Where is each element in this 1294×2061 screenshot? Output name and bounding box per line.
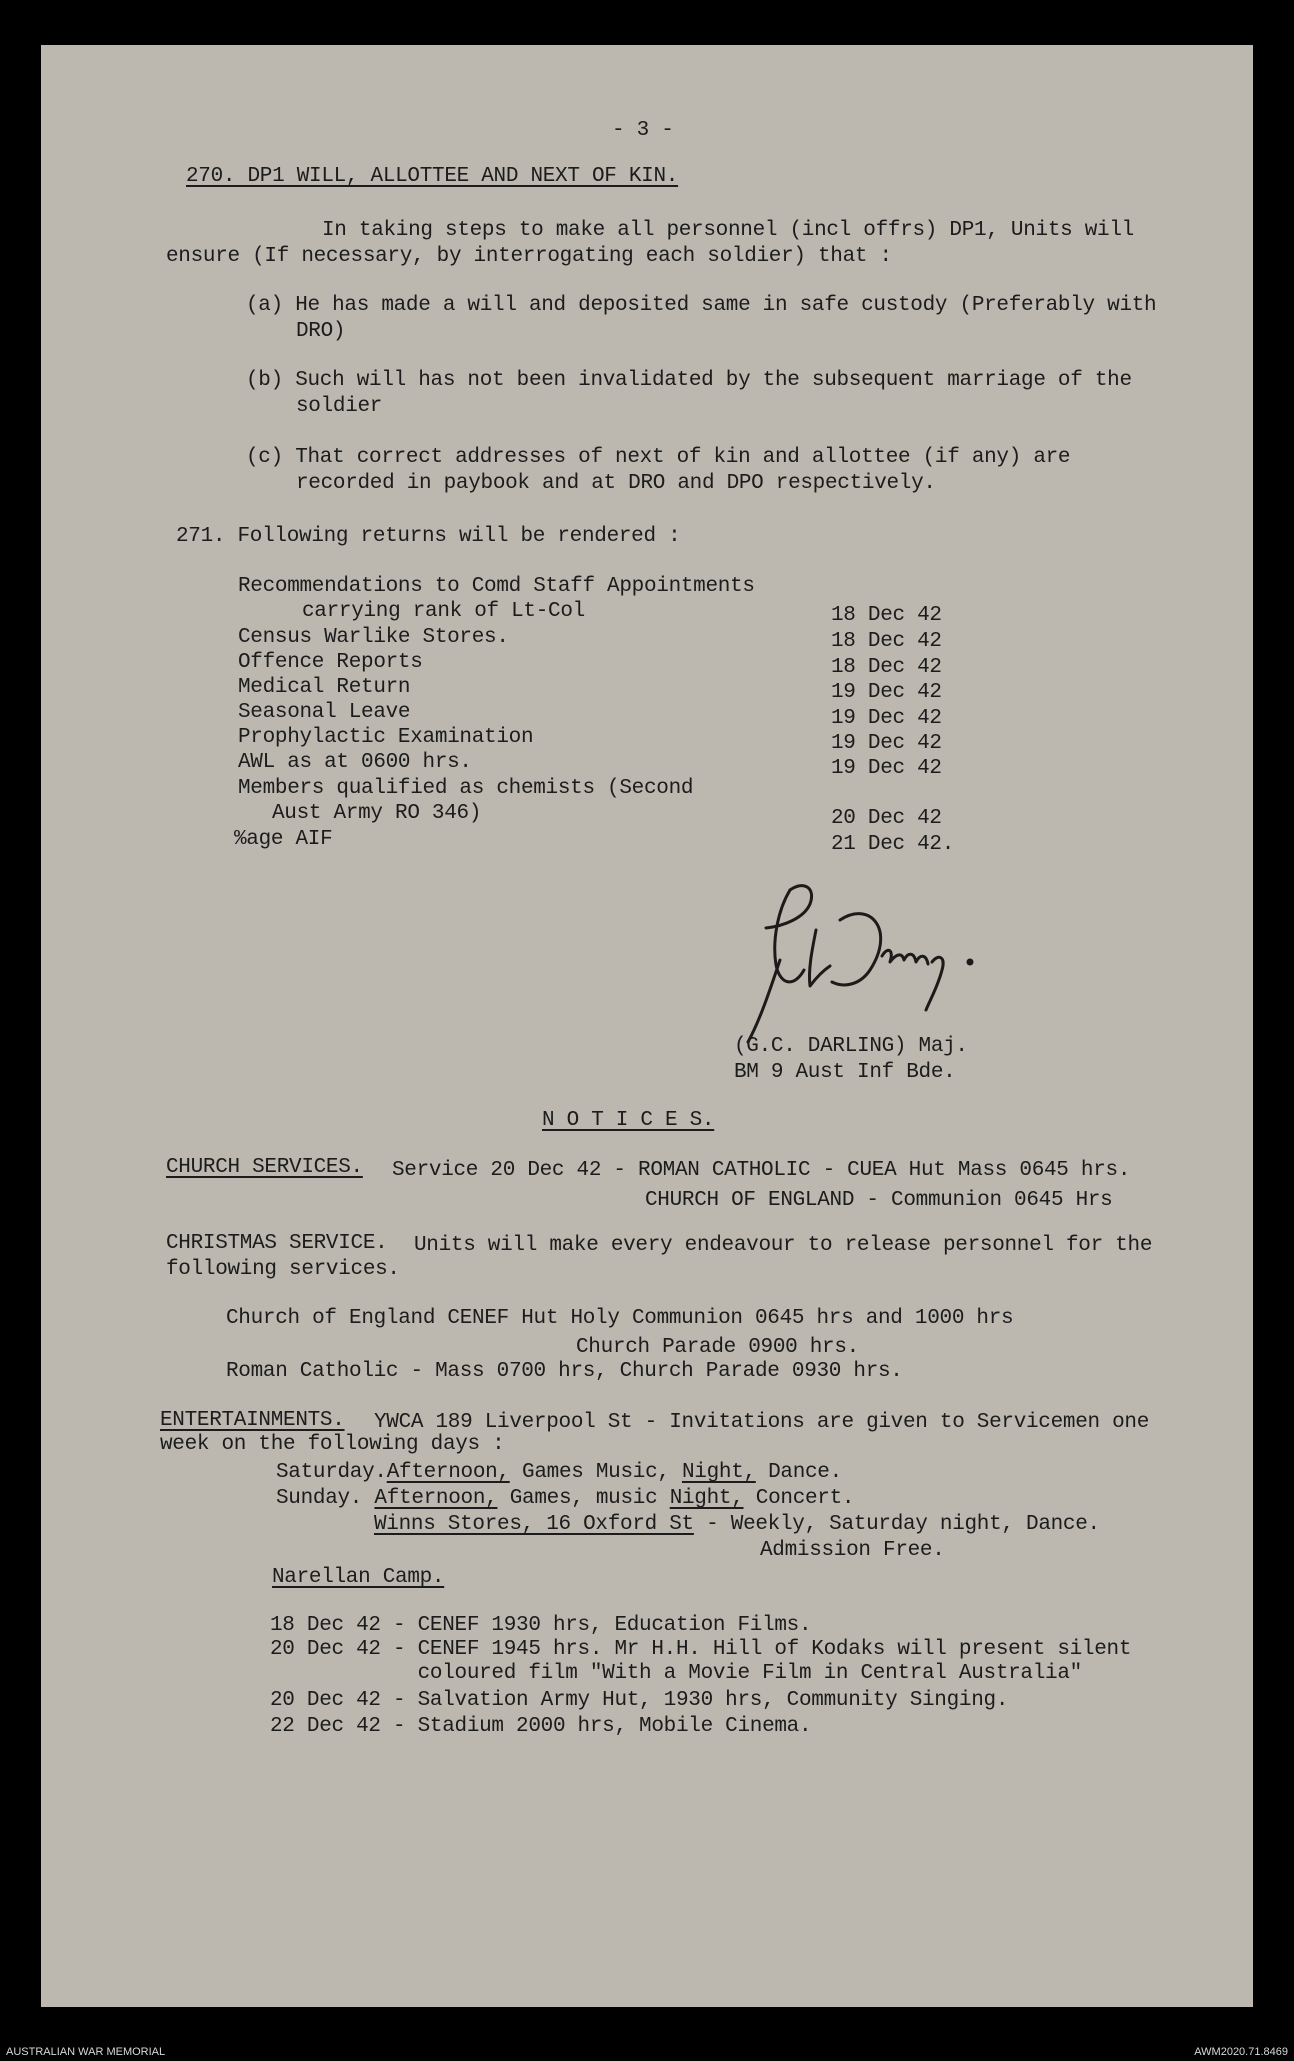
para-270-item-a-line2: DRO) — [296, 320, 346, 343]
sunday-afternoon-detail: Games, music — [497, 1487, 670, 1510]
sunday-night-detail: Concert. — [743, 1487, 855, 1510]
event-line: coloured film "With a Movie Film in Central Australia" — [270, 1662, 1082, 1685]
saturday-afternoon-detail: Games Music, — [509, 1461, 682, 1484]
return-item-label: %age AIF — [234, 828, 333, 851]
signatory-title: BM 9 Aust Inf Bde. — [734, 1061, 956, 1084]
para-270-intro-line2: ensure (If necessary, by interrogating each soldier) that : — [166, 245, 892, 268]
return-item-date: 19 Dec 42 — [831, 681, 942, 704]
return-item-date: 18 Dec 42 — [831, 604, 942, 627]
return-item-date: 20 Dec 42 — [831, 807, 942, 830]
notices-heading: N O T I C E S. — [542, 1109, 715, 1132]
roman-catholic-line: Roman Catholic - Mass 0700 hrs, Church Parade 0930 hrs. — [226, 1360, 903, 1383]
return-item-label: Medical Return — [238, 676, 411, 699]
para-271-heading: 271. Following returns will be rendered : — [176, 525, 681, 548]
winns-stores-detail: - Weekly, Saturday night, Dance. — [693, 1513, 1100, 1536]
para-270-intro-line1: In taking steps to make all personnel (incl offrs) DP1, Units will — [322, 219, 1134, 242]
return-item-date: 18 Dec 42 — [831, 656, 942, 679]
return-item-date: 19 Dec 42 — [831, 732, 942, 755]
church-of-england-line1: Church of England CENEF Hut Holy Communion 0645 hrs and 1000 hrs — [226, 1307, 1014, 1330]
return-item-label: Recommendations to Comd Staff Appointments — [238, 575, 755, 598]
return-item-label: Aust Army RO 346) — [272, 802, 482, 825]
page-number: - 3 - — [612, 119, 674, 142]
church-of-england-line2: Church Parade 0900 hrs. — [576, 1336, 859, 1359]
church-services-line1: Service 20 Dec 42 - ROMAN CATHOLIC - CUEA Hut Mass 0645 hrs. — [392, 1159, 1131, 1182]
church-services-line2: CHURCH OF ENGLAND - Communion 0645 Hrs — [645, 1189, 1113, 1212]
narellan-camp-heading: Narellan Camp. — [272, 1566, 445, 1589]
sunday-day: Sunday. — [276, 1487, 375, 1510]
para-270-item-c-line1: (c) That correct addresses of next of kin and allottee (if any) are — [246, 446, 1071, 469]
saturday-line — [276, 1462, 842, 1483]
church-services-label: CHURCH SERVICES. — [166, 1156, 363, 1179]
event-line: 18 Dec 42 - CENEF 1930 hrs, Education Films. — [270, 1614, 812, 1637]
return-item-label: Seasonal Leave — [238, 701, 411, 724]
return-item-label: Offence Reports — [238, 651, 423, 674]
event-line: 20 Dec 42 - CENEF 1945 hrs. Mr H.H. Hill of Kodaks will present silent — [270, 1638, 1132, 1661]
entertainments-line1: YWCA 189 Liverpool St - Invitations are given to Servicemen one — [374, 1411, 1150, 1434]
footer-credit: AUSTRALIAN WAR MEMORIAL — [6, 2046, 166, 2058]
return-item-date: 19 Dec 42 — [831, 707, 942, 730]
footer-accession-number: AWM2020.71.8469 — [1194, 2046, 1288, 2058]
entertainments-label: ENTERTAINMENTS. — [160, 1409, 345, 1432]
para-270-item-a-line1: (a) He has made a will and deposited same in safe custody (Preferably with — [246, 294, 1157, 317]
return-item-label: Prophylactic Examination — [238, 726, 534, 749]
christmas-service-label: CHRISTMAS SERVICE. — [166, 1232, 388, 1255]
event-line: 20 Dec 42 - Salvation Army Hut, 1930 hrs, Community Singing. — [270, 1689, 1009, 1712]
para-270-item-b-line2: soldier — [296, 395, 383, 418]
return-item-label: Census Warlike Stores. — [238, 626, 509, 649]
event-line: 22 Dec 42 - Stadium 2000 hrs, Mobile Cinema. — [270, 1715, 812, 1738]
saturday-night: Night, — [681, 1461, 756, 1484]
saturday-day: Saturday. — [276, 1461, 387, 1484]
return-item-date: 21 Dec 42. — [831, 833, 955, 856]
christmas-service-line2: following services. — [166, 1258, 400, 1281]
para-270-heading: 270. DP1 WILL, ALLOTTEE AND NEXT OF KIN. — [186, 165, 679, 188]
return-item-date: 19 Dec 42 — [831, 757, 942, 780]
return-item-label: AWL as at 0600 hrs. — [238, 751, 472, 774]
return-item-date: 18 Dec 42 — [831, 630, 942, 653]
return-item-label: carrying rank of Lt-Col — [302, 600, 585, 623]
sunday-night: Night, — [669, 1487, 744, 1510]
return-item-label: Members qualified as chemists (Second — [238, 777, 694, 800]
signatory-name: (G.C. DARLING) Maj. — [734, 1035, 968, 1058]
entertainments-line2: week on the following days : — [160, 1433, 505, 1456]
para-270-item-b-line1: (b) Such will has not been invalidated by the subsequent marriage of the — [246, 369, 1132, 392]
christmas-service-line1: Units will make every endeavour to release personnel for the — [414, 1234, 1153, 1257]
winns-stores-line — [374, 1514, 1100, 1535]
winns-stores-venue: Winns Stores, 16 Oxford St — [374, 1513, 694, 1536]
saturday-afternoon: Afternoon, — [386, 1461, 510, 1484]
document-page — [41, 45, 1253, 2007]
sunday-afternoon: Afternoon, — [374, 1487, 498, 1510]
para-270-item-c-line2: recorded in paybook and at DRO and DPO respectively. — [296, 472, 936, 495]
winns-stores-admission: Admission Free. — [760, 1539, 945, 1562]
handwritten-signature — [720, 870, 1010, 1050]
sunday-line — [276, 1488, 854, 1509]
saturday-night-detail: Dance. — [755, 1461, 842, 1484]
